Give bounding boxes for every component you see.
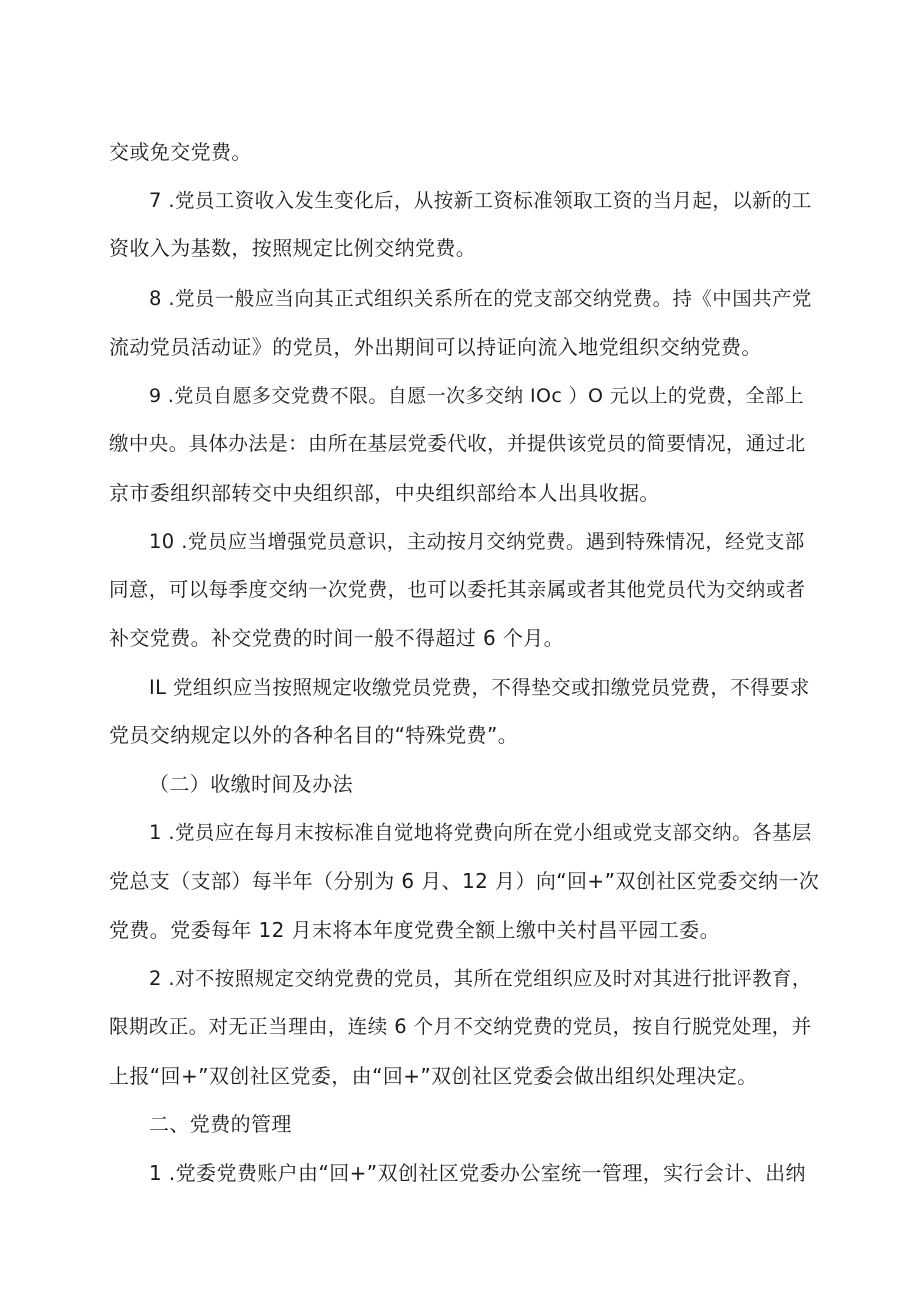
text-line: 10 .党员应当增强党员意识，主动按月交纳党费。遇到特殊情况，经党支部 <box>149 530 805 553</box>
text-line: 1 .党员应在每月末按标准自觉地将党费向所在党小组或党支部交纳。各基层 <box>149 821 812 844</box>
text-line: 同意，可以每季度交纳一次党费，也可以委托其亲属或者其他党员代为交纳或者 <box>109 578 806 601</box>
text-line: 限期改正。对无正当理由，连续 6 个月不交纳党费的党员，按自行脱党处理，并 <box>109 1015 812 1038</box>
text-line: 流动党员活动证》的党员，外出期间可以持证向流入地党组织交纳党费。 <box>109 335 762 359</box>
text-line: 2 .对不按照规定交纳党费的党员，其所在党组织应及时对其进行批评教育， <box>149 967 812 990</box>
section-heading: （二）收缴时间及办法 <box>149 772 353 796</box>
text-line: 京市委组织部转交中央组织部，中央组织部给本人出具收据。 <box>109 481 660 505</box>
text-line: 党费。党委每年 12 月末将本年度党费全额上缴中关村昌平园工委。 <box>109 918 720 942</box>
text-line: 补交党费。补交党费的时间一般不得超过 6 个月。 <box>109 626 565 650</box>
text-line: 8 .党员一般应当向其正式组织关系所在的党支部交纳党费。持《中国共产党 <box>149 287 812 310</box>
section-heading: 二、党费的管理 <box>149 1112 292 1136</box>
text-line: 9 .党员自愿多交党费不限。自愿一次多交纳 IOc ）O 元以上的党费，全部上 <box>149 385 804 407</box>
text-line: 缴中央。具体办法是：由所在基层党委代收，并提供该党员的简要情况，通过北 <box>109 432 806 455</box>
text-line: IL 党组织应当按照规定收缴党员党费，不得垫交或扣缴党员党费，不得要求 <box>149 676 810 699</box>
text-line: 1 .党委党费账户由“回+”双创社区党委办公室统一管理，实行会计、出纳 <box>149 1161 806 1185</box>
text-line: 7 .党员工资收入发生变化后，从按新工资标准领取工资的当月起，以新的工 <box>149 189 812 212</box>
text-line: 党员交纳规定以外的各种名目的“特殊党费”。 <box>109 723 519 747</box>
text-line: 交或免交党费。 <box>109 140 252 164</box>
text-line: 资收入为基数，按照规定比例交纳党费。 <box>109 236 477 260</box>
text-line: 上报“回+”双创社区党委，由“回+”双创社区党委会做出组织处理决定。 <box>109 1064 758 1088</box>
text-line: 党总支（支部）每半年（分别为 6 月、12 月）向“回+”双创社区党委交纳一次 <box>109 869 820 893</box>
